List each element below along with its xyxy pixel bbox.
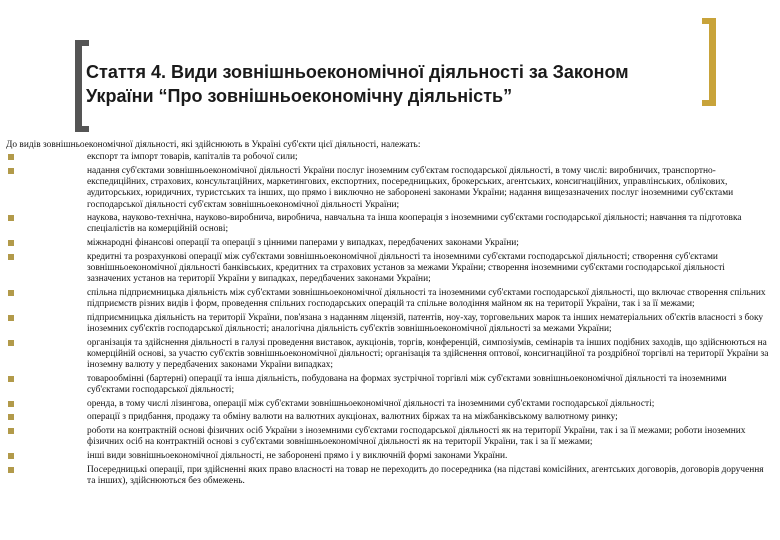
bullet-icon xyxy=(8,240,14,246)
bullet-icon xyxy=(8,467,14,473)
bullet-icon xyxy=(8,215,14,221)
bullet-icon xyxy=(8,414,14,420)
slide-title-line-1: Стаття 4. Види зовнішньоекономічної діяльності за Законом xyxy=(86,62,629,82)
list-item-text: наукова, науково-технічна, науково-виробнича, виробнича, навчальна та інша кооперація з іноземними суб'єктами господарської діяльності; навчання та підготовка спеціалістів на комерційній основі; xyxy=(87,213,742,235)
list-item xyxy=(6,166,771,211)
slide-title-line-2: України “Про зовнішньоекономічну діяльність” xyxy=(86,86,513,106)
list-item-text: інші види зовнішньоекономічної діяльності, не заборонені прямо і у виключній формі законами України. xyxy=(87,451,508,462)
list-item xyxy=(6,238,771,249)
list-item-text: надання суб'єктами зовнішньоекономічної діяльності України послуг іноземним суб'єктам господарської діяльності, в тому числі: виробничих, транспортно-експедиційних, страхових, консультаційних, маркетингових, експортних, посередницьких, брокерських, агентських, консигнаційних, управлінських, облікових, аудиторських, юридичних, туристських та інших, що прямо і виключно не заборонені законами України; надання вищезазначених послуг іноземними суб'єктами господарської діяльності суб'єктам зовнішньоекономічної діяльності України; xyxy=(87,165,734,210)
bullet-icon xyxy=(8,154,14,160)
bullet-icon xyxy=(8,453,14,459)
list-item-text: спільна підприємницька діяльність між суб'єктами зовнішньоекономічної діяльності та іноземними суб'єктами господарської діяльності, що включає створення спільних підприємств різних видів і форм, проведення спільних господарських операцій та спільне володіння майном як на території України, так і за її межами; xyxy=(87,287,766,310)
list-item-text: організація та здійснення діяльності в галузі проведення виставок, аукціонів, торгів, конференцій, симпозіумів, семінарів та інших подібних заходів, що здійснюються на комерційній основі, за участю суб'єктів зовнішньоекономічної діяльності; організація та здійснення оптової, консигнаційної та роздрібної торгівлі на території України за іноземну валюту у передбачених законами України випадках; xyxy=(87,337,769,371)
intro-text: До видів зовнішньоекономічної діяльності, які здійснюють в Україні суб'єкти цієї діяльності, належать: xyxy=(6,140,421,150)
list-item-text: товарообмінні (бартерні) операції та інша діяльність, побудована на формах зустрічної торгівлі між суб'єктами зовнішньоекономічної діяльності та іноземними суб'єктами господарської діяльності; xyxy=(87,373,727,396)
bullet-icon xyxy=(8,290,14,296)
list-item-text: кредитні та розрахункові операції між суб'єктами зовнішньоекономічної діяльності та іноземними суб'єктами господарської діяльності; створення суб'єктами зовнішньоекономічної діяльності банківських, кредитних та страхових установ за межами України; створення іноземними суб'єктами господарської діяльності зазначених установ на території України у випадках, передбачених законами України; xyxy=(87,251,725,285)
list-item xyxy=(6,338,771,372)
list-item xyxy=(6,399,771,410)
list-item xyxy=(6,213,771,235)
list-item xyxy=(6,313,771,335)
activity-list xyxy=(6,152,771,487)
bullet-icon xyxy=(8,376,14,382)
list-item xyxy=(6,426,771,448)
list-item xyxy=(6,374,771,396)
list-item-text: оренда, в тому числі лізингова, операції між суб'єктами зовнішньоекономічної діяльності та іноземними суб'єктами господарської діяльності; xyxy=(87,398,655,409)
list-item xyxy=(6,152,771,163)
bullet-icon xyxy=(8,168,14,174)
slide-title xyxy=(86,60,706,108)
list-item-text: підприємницька діяльність на території України, пов'язана з наданням ліцензій, патентів, ноу-хау, торговельних марок та інших нематеріальних об'єктів власності з боку іноземних суб'єктів господарської діяльності; аналогічна діяльність суб'єктів зовнішньоекономічної діяльності за межами України; xyxy=(87,312,764,335)
slide-body xyxy=(6,140,771,490)
bullet-icon xyxy=(8,428,14,434)
list-item-text: міжнародні фінансові операції та операції з цінними паперами у випадках, передбачених законами України; xyxy=(87,238,519,249)
list-item xyxy=(6,252,771,286)
list-item xyxy=(6,288,771,310)
list-item-text: експорт та імпорт товарів, капіталів та робочої сили; xyxy=(87,152,298,163)
list-item xyxy=(6,412,771,423)
bullet-icon xyxy=(8,401,14,407)
bullet-icon xyxy=(8,315,14,321)
list-item-text: роботи на контрактній основі фізичних осіб України з іноземними суб'єктами господарської діяльності як на території України, так і за її межами; роботи іноземних фізичних осіб на контрактній основі з суб'єктами зовнішньоекономічної діяльності як на території України, так і за її межами; xyxy=(87,426,746,448)
list-item xyxy=(6,465,771,487)
list-item-text: Посередницькі операції, при здійсненні яких право власності на товар не переходить до посередника (на підставі комісійних, агентських договорів, договорів доручення та інших), здійснюються без обмежень. xyxy=(87,464,764,486)
list-item-text: операції з придбання, продажу та обміну валюти на валютних аукціонах, валютних біржах та на міжбанківському валютному ринку; xyxy=(87,412,618,423)
list-item xyxy=(6,451,771,462)
bullet-icon xyxy=(8,254,14,260)
bullet-icon xyxy=(8,340,14,346)
